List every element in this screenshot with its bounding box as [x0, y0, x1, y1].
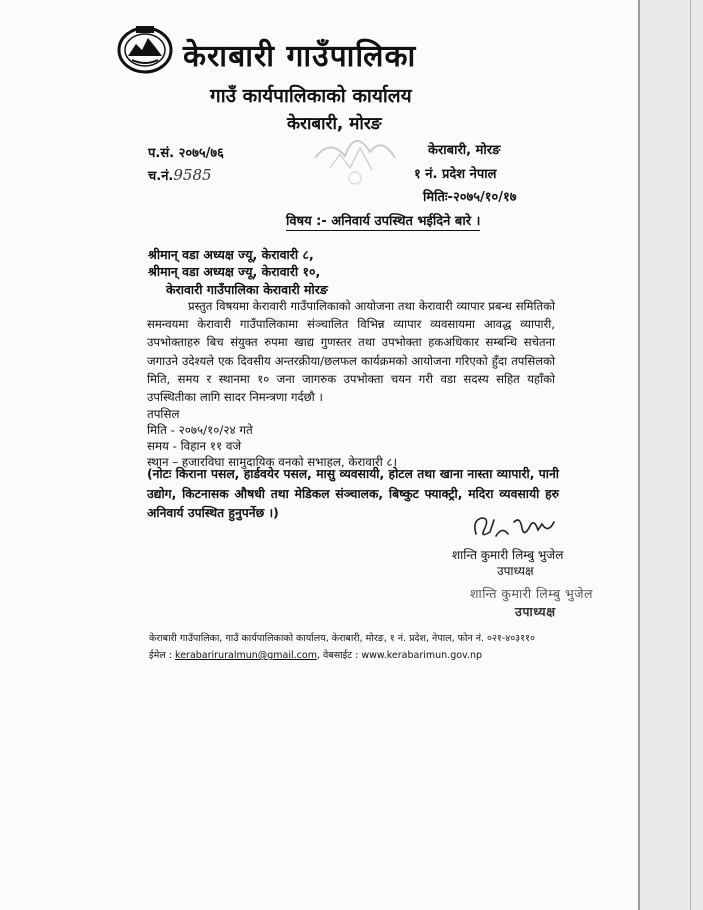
- details-heading: तपसिल: [147, 407, 180, 421]
- header-province: १ नं. प्रदेश नेपाल: [414, 167, 497, 182]
- office-name: गाउँ कार्यपालिकाको कार्यालय: [210, 85, 412, 107]
- dispatch-number: [148, 166, 212, 184]
- event-date: मिति - २०७५/१०/२४ गते: [147, 423, 253, 437]
- letter-subject: विषय :- अनिवार्य उपस्थित भईदिने बारे ।: [286, 211, 480, 231]
- website-link[interactable]: www.kerabarimun.gov.np: [361, 650, 483, 661]
- signatory-designation: उपाध्यक्ष: [497, 564, 534, 578]
- event-time: समय - विहान ११ वजे: [147, 439, 242, 453]
- letter-body: प्रस्तुत विषयमा केरावारी गाउँपालिकाको आयोजना तथा केरावारी व्यापार प्रबन्ध समितिको समन्वयमा केरावारी गाउँपालिकामा संञ्चालित विभिन्न व्यापार व्यवसायमा आवद्ध व्यापारी, उपभोक्ताहरु बिच संयुक्त रुपमा खाद्य गुणस्तर तथा उपभोक्ता हकअधिकार सम्बन्धि सचेतना जगाउने उदेश्यले एक दिवसीय अन्तरक्रीया/छलफल कार्यक्रमको आयोजना गरिएको हुँदा तपसिलको मिति, समय र स्थानमा १० जना जागरुक उपभोक्ता चयन गरी वडा सदस्य सहित यहाँको उपस्थितीका लागि सादर निमन्त्रणा गर्दछौ ।: [147, 299, 555, 405]
- addressee-1: श्रीमान् वडा अध्यक्ष ज्यू, केरावारी ८,: [148, 247, 314, 262]
- letter-date: मितिः-२०७५/१०/१७: [423, 190, 517, 205]
- header-place: केराबारी, मोरङ: [428, 143, 501, 158]
- name-stamp: शान्ति कुमारी लिम्बु भुजेल: [470, 586, 593, 601]
- reference-number: प.सं. २०७५/७६: [148, 146, 224, 161]
- footer-contact: [149, 648, 482, 661]
- handwritten-signature-icon: [468, 512, 560, 544]
- note-text: (नोटः किराना पसल, हार्डवयेर पसल, मासु व्यवसायी, होटल तथा खाना नास्ता व्यापारी, पानी उद्योग, किटनासक औषधी तथा मेडिकल संञ्चालक, बिष्कुट फ्याक्ट्री, मदिरा व्यवसायी हरु अनिवार्य उपस्थित हुनुपर्नेछ ।): [147, 467, 559, 520]
- designation-stamp: उपाध्यक्ष: [515, 604, 556, 619]
- dispatch-label: च.नं.: [148, 169, 174, 184]
- office-location: केराबारी, मोरङ: [287, 114, 382, 134]
- paper-edge: [638, 0, 640, 910]
- event-place: स्थान – हजारविघा सामुदायिक वनको सभाहल, केरावारी ८।: [147, 455, 398, 469]
- dispatch-handwritten-number: 9585: [173, 166, 212, 184]
- website-label: , वेबसाईट :: [316, 650, 359, 661]
- scanner-edge: [690, 0, 691, 910]
- addressee-2: श्रीमान् वडा अध्यक्ष ज्यू, केरावारी १०,: [148, 264, 321, 279]
- addressee-3: केरावारी गाउँपालिका केरावारी मोरङ: [166, 282, 328, 297]
- municipality-emblem-icon: [116, 22, 174, 74]
- signatory-name: शान्ति कुमारी लिम्बु भुजेल: [452, 548, 564, 562]
- municipality-title: केराबारी गाउँपालिका: [183, 39, 417, 74]
- email-label: ईमेल :: [149, 650, 173, 661]
- faint-stamp-icon: [310, 118, 400, 190]
- footer-address: केराबारी गाउँपालिका, गाउँ कार्यपालिकाको कार्यालय, केराबारी, मोरङ, १ नं. प्रदेश, नेपाल, फोन नं. ०२१-४०३११०: [149, 633, 535, 644]
- email-link[interactable]: kerabariruralmun@gmail.com: [175, 650, 317, 661]
